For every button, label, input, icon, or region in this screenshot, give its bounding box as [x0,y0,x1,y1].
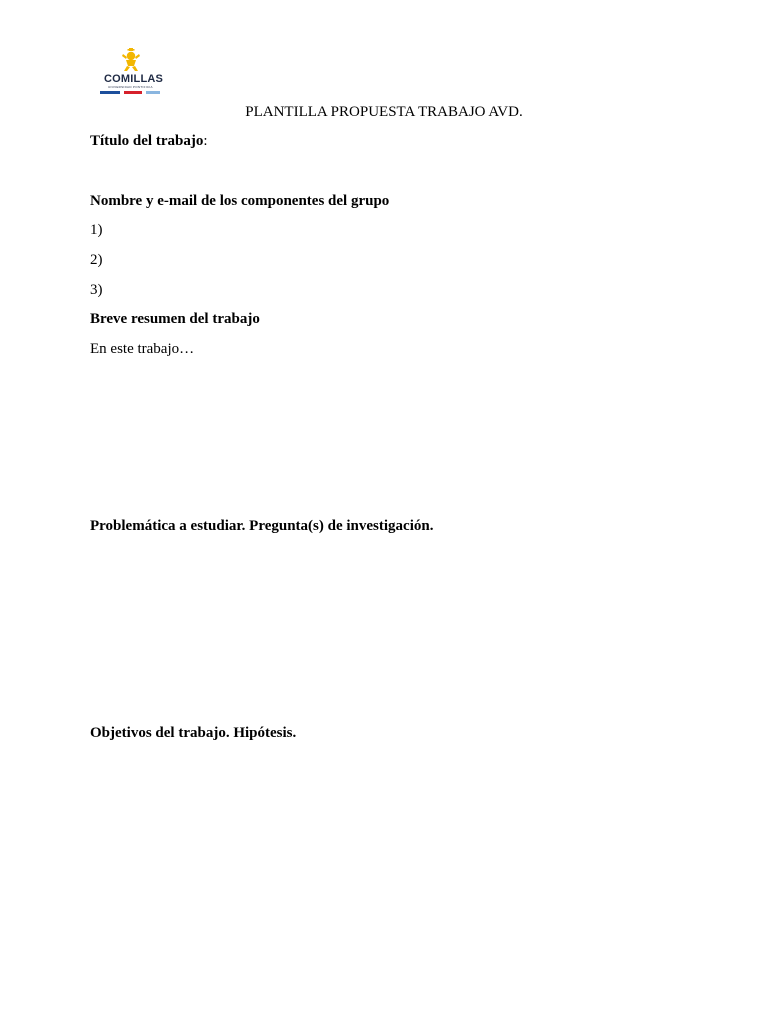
logo-bar-blue [100,91,120,94]
objectives-heading: Objetivos del trabajo. Hipótesis. [90,725,297,741]
page-title: PLANTILLA PROPUESTA TRABAJO AVD. [245,104,523,120]
title-label-text: Título del trabajo [90,133,204,149]
logo-bar-light [146,91,160,94]
member-item-2: 2) [90,252,103,268]
title-field-label [90,132,208,150]
logo-subtitle: UNIVERSIDAD PONTIFICIA [108,85,153,89]
members-heading: Nombre y e-mail de los componentes del grupo [90,193,390,209]
logo-wordmark: COMILLAS [104,73,164,85]
member-item-3: 3) [90,282,103,298]
logo-bar-red [124,91,142,94]
summary-text: En este trabajo… [90,341,195,357]
problem-heading: Problemática a estudiar. Pregunta(s) de investigación. [90,518,434,534]
university-logo [88,46,172,100]
title-label-colon: : [203,133,208,149]
crest-icon [120,48,142,72]
summary-heading: Breve resumen del trabajo [90,311,260,327]
member-item-1: 1) [90,222,103,238]
